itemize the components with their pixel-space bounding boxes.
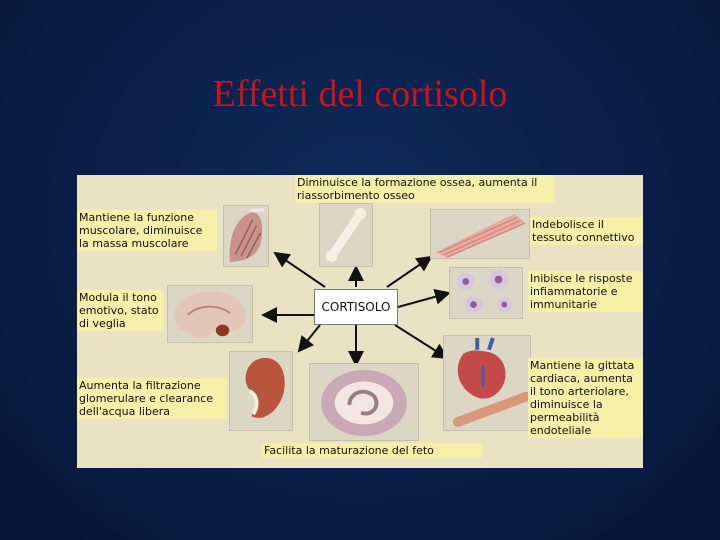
- immune-cells-illustration: [449, 267, 523, 319]
- effect-label-bone: Diminuisce la formazione ossea, aumenta il riassorbimento osseo: [295, 175, 555, 203]
- kidney-illustration: [229, 351, 293, 431]
- brain-illustration: [167, 285, 253, 343]
- muscle-illustration: [223, 205, 269, 267]
- effect-label-connective: Indebolisce il tessuto connettivo: [530, 217, 643, 245]
- cortisol-center-label: CORTISOLO: [314, 289, 398, 325]
- effect-label-muscle: Mantiene la funzione muscolare, diminuisce la massa muscolare: [77, 210, 217, 251]
- arrow-muscle: [275, 253, 325, 287]
- effect-label-fetus: Facilita la maturazione del feto: [262, 443, 482, 458]
- effect-label-emotion: Modula il tono emotivo, stato di veglia: [77, 290, 163, 331]
- connective-tissue-illustration: [430, 209, 530, 259]
- arrow-immune: [398, 293, 449, 307]
- arrow-kidney: [299, 325, 320, 351]
- slide-title: Effetti del cortisolo: [212, 73, 508, 115]
- arrow-cardio: [395, 325, 447, 358]
- heart-vessel-illustration: [443, 335, 531, 431]
- bone-illustration: [319, 203, 373, 267]
- arrow-connective: [387, 257, 431, 287]
- cortisol-effects-diagram: [77, 175, 643, 468]
- effect-label-kidney: Aumenta la filtrazione glomerulare e clearance dell'acqua libera: [77, 378, 227, 419]
- fetus-illustration: [309, 363, 419, 441]
- effect-label-immune: Inibisce le risposte infiammatorie e immunitarie: [528, 271, 643, 312]
- effect-label-cardio: Mantiene la gittata cardiaca, aumenta il tono arteriolare, diminuisce la permeabilità endoteliale: [528, 358, 643, 438]
